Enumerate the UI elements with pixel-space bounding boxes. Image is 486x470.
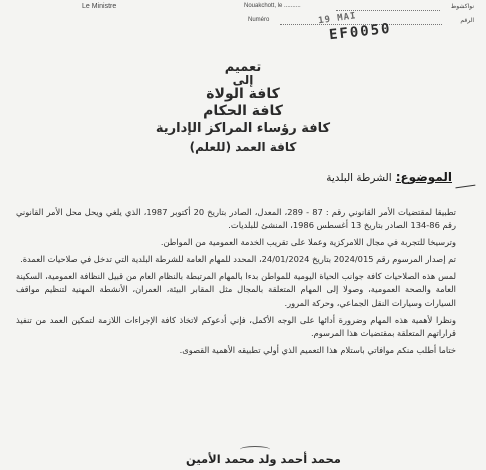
subject-value: الشرطة البلدية bbox=[326, 172, 392, 184]
paragraph: ختاما أطلب منكم موافاتي باستلام هذا التعميم الذي أولي تطبيقه الأهمية القصوى. bbox=[179, 344, 456, 355]
address-line-prefects: كافة الحكام bbox=[203, 103, 283, 119]
paragraph: لمس هذه الصلاحيات كافة جوانب الحياة اليومية للمواطن بدءا بالمهام المرتبطة بالنظام العام من قبيل النظافة العمومية، السكينة العامة والصحة العمومية، وصولا إلى المهام المتعلقة بالمجال مثل المقابر البيئة، العمران، الأنشطة المهنية لتنظيم مواقف السيارات وسيارات النقل الجماعي، وحركة المرور. bbox=[16, 271, 456, 308]
ink-mark bbox=[455, 179, 476, 189]
paragraph: وترسيخا للتجربة في مجال اللامركزية وعملا على تقريب الخدمة العمومية من المواطن. bbox=[160, 237, 456, 248]
subject-label: الموضوع: bbox=[395, 170, 452, 184]
subject-line bbox=[326, 170, 452, 184]
number-field-label-ar: الرقم bbox=[460, 18, 474, 24]
address-line-mayors: كافة العمد (للعلم) bbox=[189, 140, 297, 154]
paragraph: ونظرا لأهمية هذه المهام وضرورة أدائها على الوجه الأكمل، فإني أدعوكم لاتخاذ كافة الإجراءات اللازمة لتمكين العمد من تنفيذ قراراتهم المتعلقة بمقتضيات هذا المرسوم. bbox=[16, 314, 456, 338]
address-to: إلى bbox=[232, 73, 254, 87]
address-line-admin-centers: كافة رؤساء المراكز الإدارية bbox=[155, 121, 331, 136]
date-field-label-ar: نواكشوط bbox=[450, 4, 474, 10]
document-title: تعميم bbox=[224, 60, 262, 75]
signatory-name: محمد أحمد ولد محمد الأمين bbox=[186, 452, 341, 466]
paragraph: تم إصدار المرسوم رقم 2024/015 بتاريخ 24/01/2024، المحدد للمهام العامة للشرطة البلدية التي تدخل في صلاحيات العمدة. bbox=[20, 254, 456, 265]
date-stamp: 19 MAI bbox=[317, 11, 358, 27]
number-stamp: EF0050 bbox=[328, 20, 393, 44]
paragraph: تطبيقا لمقتضيات الأمر القانوني رقم : 87 - 289، المعدل، الصادر بتاريخ 20 أكتوبر 1987، الذي يلغي ويحل محل الأمر القانوني رقم 86-134 الصادر بتاريخ 13 أغسطس 1986، المنشئ للبلديات. bbox=[16, 207, 456, 231]
number-field-label: Numéro bbox=[248, 17, 270, 23]
address-line-governors: كافة الولاة bbox=[206, 86, 280, 102]
minister-label: Le Ministre bbox=[82, 3, 117, 10]
letter-body bbox=[16, 206, 456, 361]
date-field-label: Nouakchott, le .......... bbox=[244, 3, 301, 9]
